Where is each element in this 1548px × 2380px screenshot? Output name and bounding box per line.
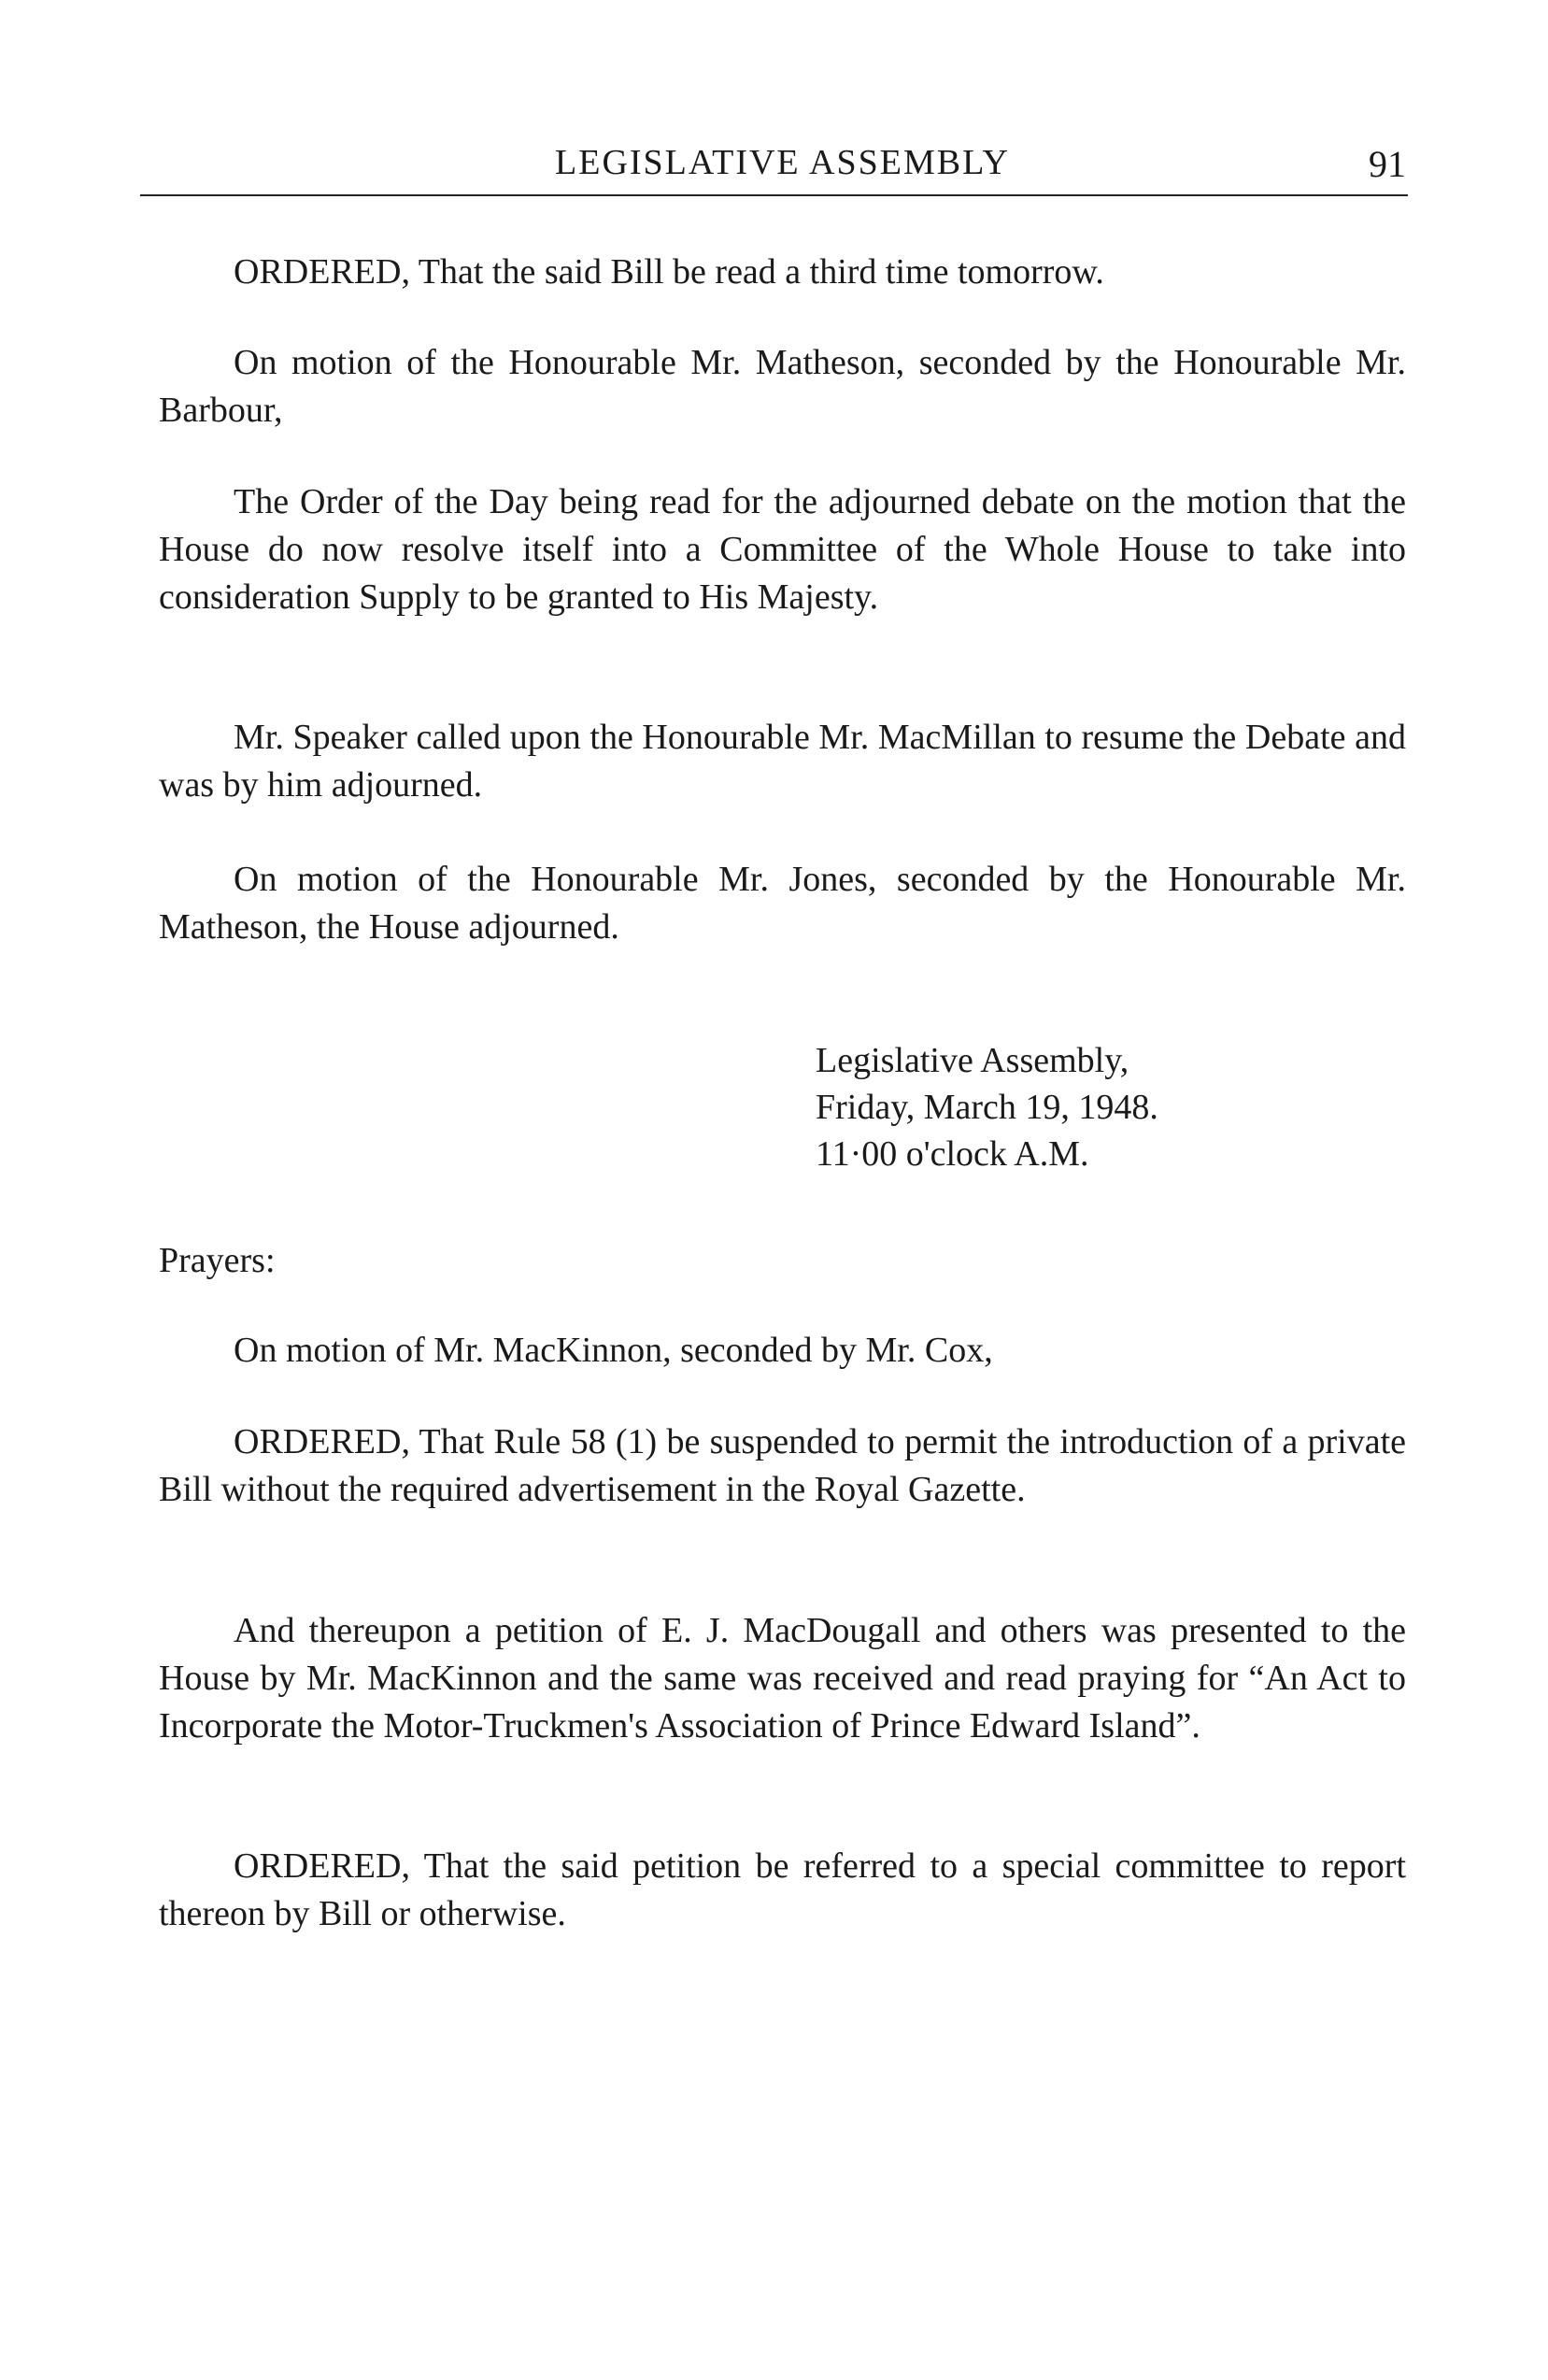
- prayers-label: Prayers:: [159, 1241, 276, 1280]
- motion-house-adjourned: On motion of the Honourable Mr. Jones, seconded by the Honourable Mr. Matheson, the House adjourned.: [159, 860, 1406, 947]
- dateline-date: Friday, March 19, 1948.: [816, 1088, 1158, 1127]
- motion-mackinnon-cox: On motion of Mr. MacKinnon, seconded by Mr. Cox,: [234, 1331, 993, 1370]
- running-head: LEGISLATIVE ASSEMBLY: [555, 143, 1010, 182]
- page-header: [159, 140, 1406, 196]
- motion-matheson-barbour: On motion of the Honourable Mr. Matheson, seconded by the Honourable Mr. Barbour,: [159, 343, 1406, 430]
- dateline-time: 11·00 o'clock A.M.: [816, 1134, 1089, 1174]
- header-rule: [140, 194, 1408, 196]
- dateline-assembly: Legislative Assembly,: [816, 1041, 1129, 1080]
- petition-macdougall: And thereupon a petition of E. J. MacDougall and others was presented to the House by Mr. MacKinnon and the same was received and read praying for “An Act to Incorporate the Motor-Truckmen's Association of Prince Edward Island”.: [159, 1611, 1406, 1746]
- ordered-petition-referred: ORDERED, That the said petition be referred to a special committee to report thereon by Bill or otherwise.: [159, 1846, 1406, 1933]
- ordered-rule-suspended: ORDERED, That Rule 58 (1) be suspended to permit the introduction of a private Bill without the required advertisement in the Royal Gazette.: [159, 1422, 1406, 1509]
- sitting-dateline: [816, 1037, 1395, 1177]
- order-of-the-day: The Order of the Day being read for the adjourned debate on the motion that the House do now resolve itself into a Committee of the Whole House to take into consideration Supply to be granted to His Majesty.: [159, 482, 1406, 617]
- ordered-third-reading: ORDERED, That the said Bill be read a third time tomorrow.: [234, 252, 1104, 292]
- speaker-called-macmillan: Mr. Speaker called upon the Honourable Mr. MacMillan to resume the Debate and was by him adjourned.: [159, 718, 1406, 805]
- page-number: 91: [1369, 143, 1406, 185]
